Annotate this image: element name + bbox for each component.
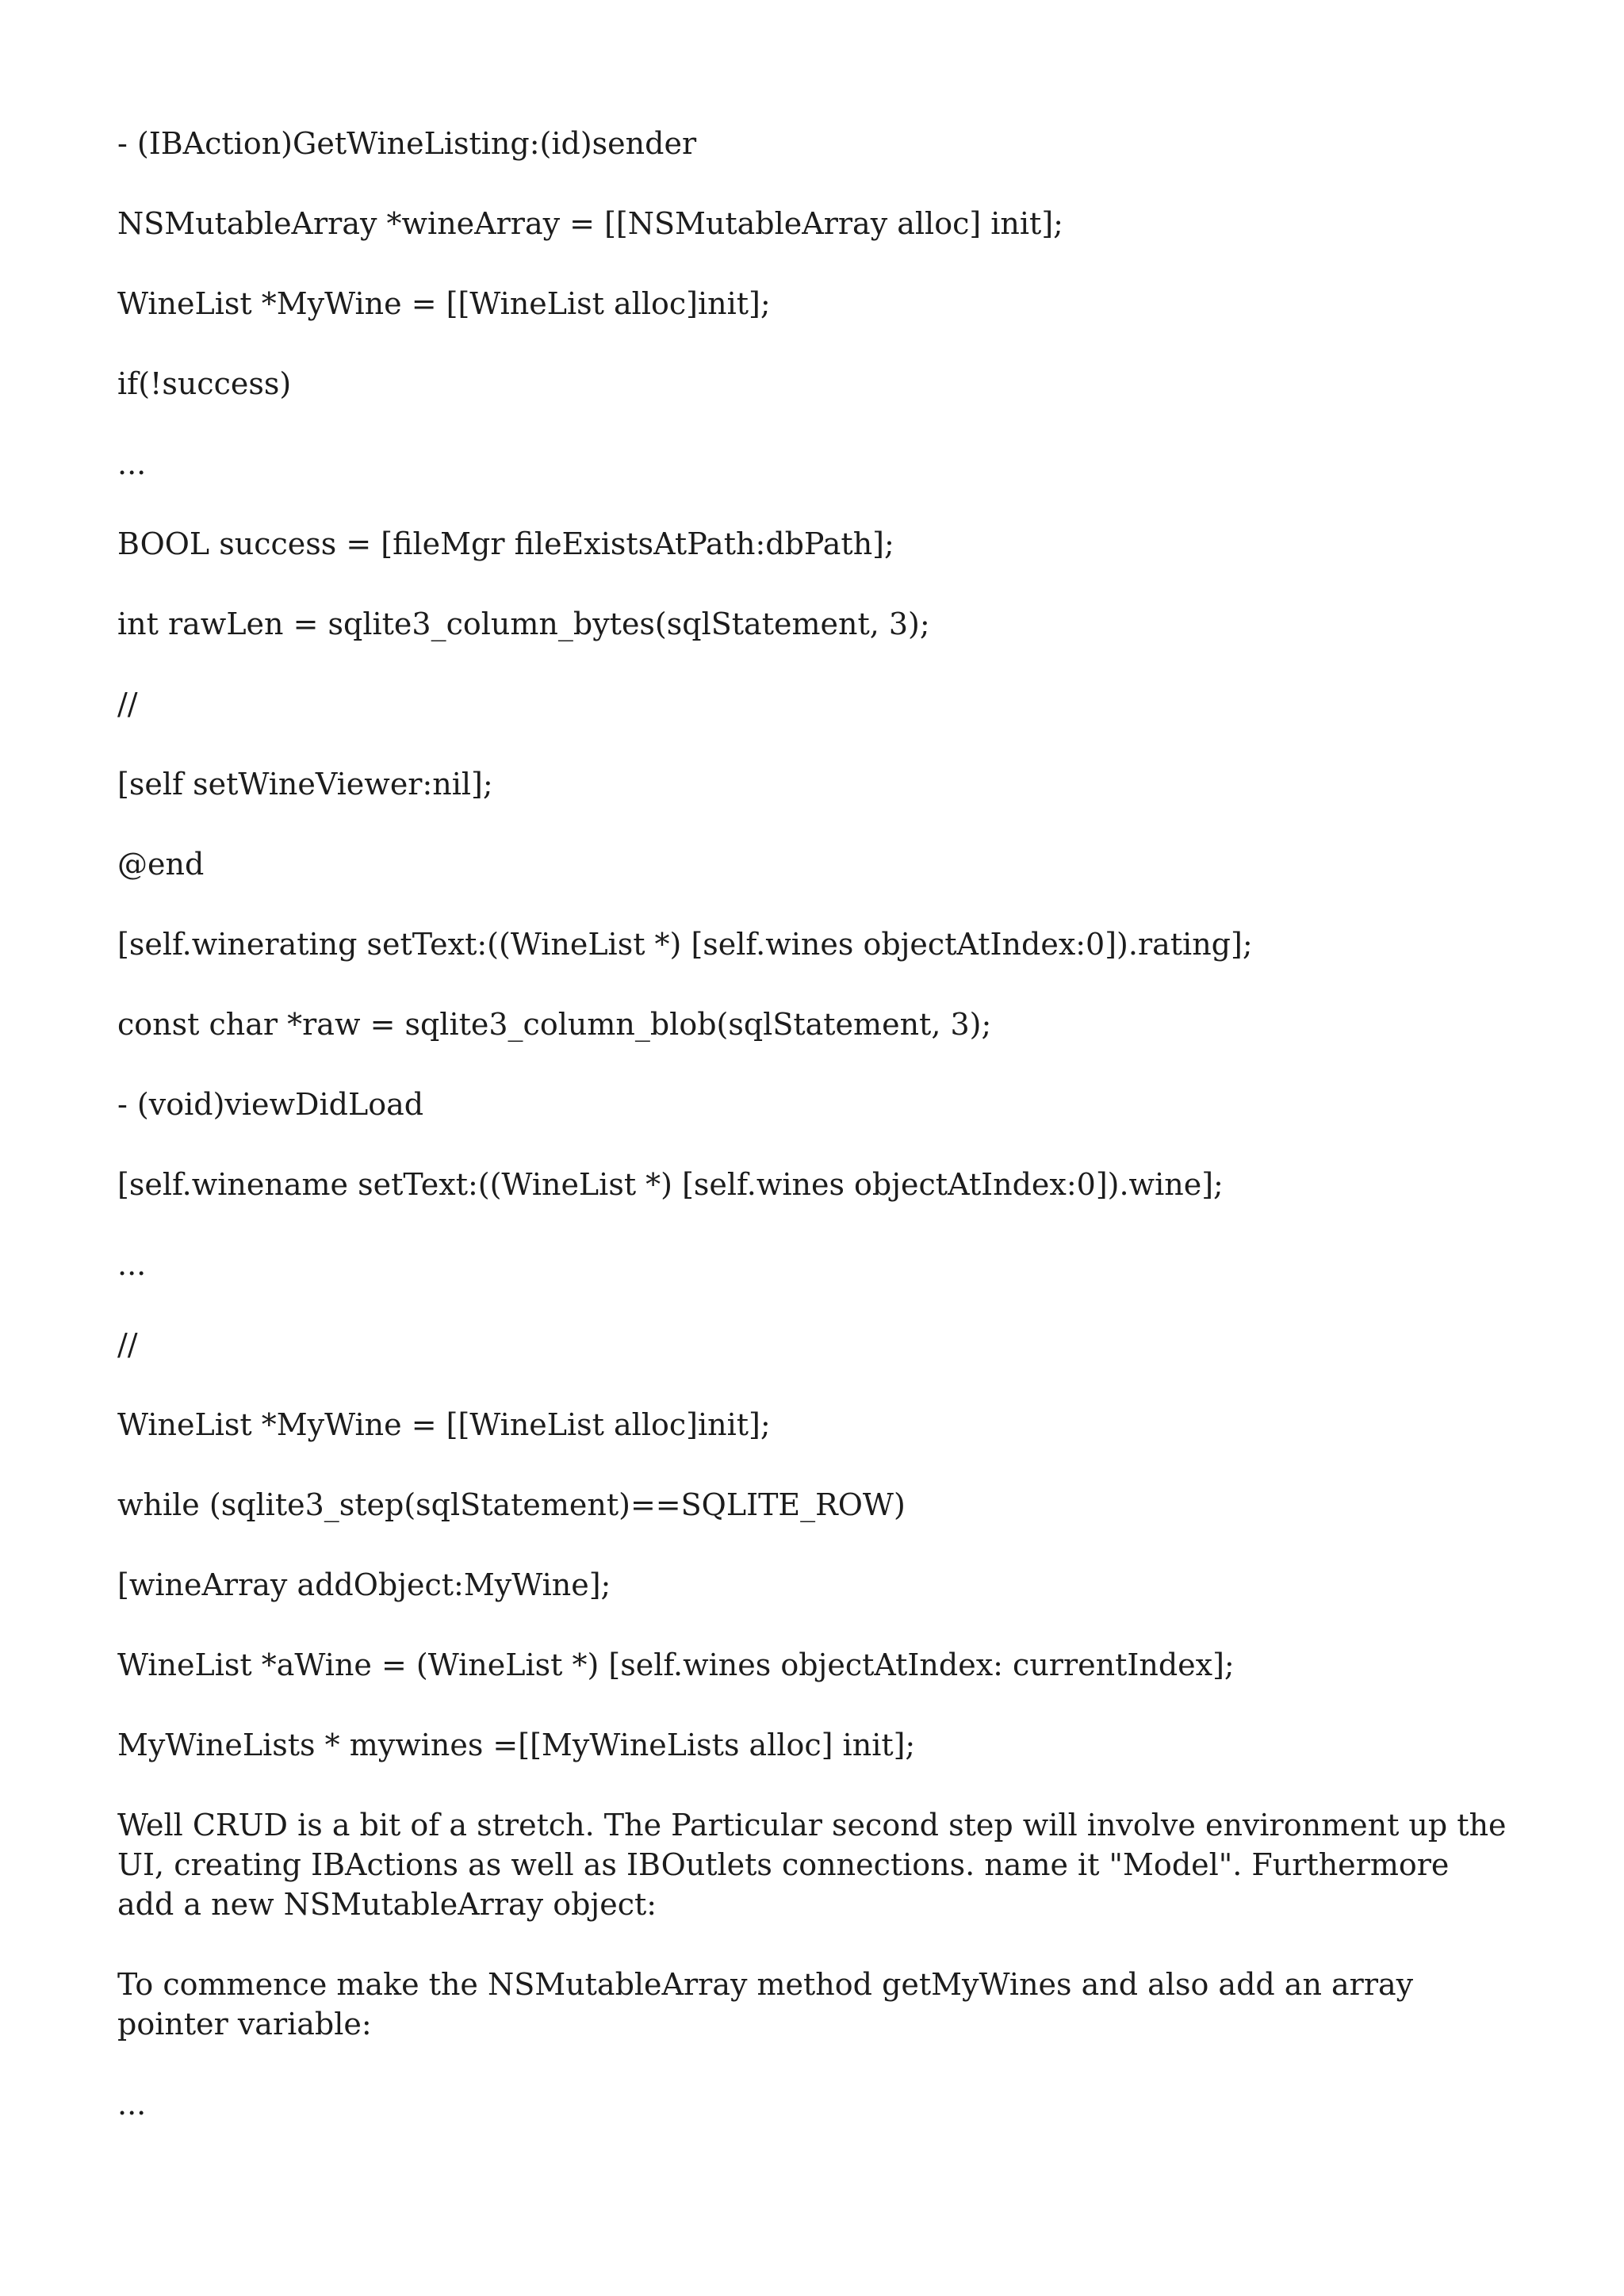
code-line-raw-blob: const char *raw = sqlite3_column_blob(sqlStatement, 3); [117, 1007, 992, 1042]
code-line-while-step: while (sqlite3_step(sqlStatement)==SQLITE_ROW) [117, 1487, 906, 1522]
prose-paragraph-crud: Well CRUD is a bit of a stretch. The Particular second step will involve environment up the UI, creating IBActions as well as IBOutlets connections. name it "Model". Furthermore add a new NSMutableArray object: [117, 1808, 1507, 1922]
code-line-winerating: [self.winerating setText:((WineList *) [self.wines objectAtIndex:0]).rating]; [117, 927, 1253, 962]
ellipsis-line: ... [117, 1247, 147, 1282]
ellipsis-line: ... [117, 2087, 147, 2122]
code-line-rawlen: int rawLen = sqlite3_column_bytes(sqlStatement, 3); [117, 607, 930, 641]
code-line-bool-success: BOOL success = [fileMgr fileExistsAtPath:dbPath]; [117, 526, 894, 561]
code-line-winename: [self.winename setText:((WineList *) [self.wines objectAtIndex:0]).wine]; [117, 1167, 1224, 1202]
comment-line: // [117, 687, 138, 721]
comment-line: // [117, 1327, 138, 1362]
code-line-end: @end [117, 847, 205, 882]
code-line-set-wine-viewer: [self setWineViewer:nil]; [117, 767, 493, 802]
code-line-wine-array: NSMutableArray *wineArray = [[NSMutableArray alloc] init]; [117, 206, 1063, 241]
code-line-mywines: MyWineLists * mywines =[[MyWineLists alloc] init]; [117, 1728, 916, 1762]
code-line-mywine-init: WineList *MyWine = [[WineList alloc]init]; [117, 1407, 771, 1442]
document-page [117, 124, 1513, 2124]
ellipsis-line: ... [117, 446, 147, 481]
code-line-mywine-init: WineList *MyWine = [[WineList alloc]init]; [117, 286, 771, 321]
code-line-awine: WineList *aWine = (WineList *) [self.wines objectAtIndex: currentIndex]; [117, 1647, 1235, 1682]
code-line-viewdidload: - (void)viewDidLoad [117, 1087, 424, 1122]
code-line-add-object: [wineArray addObject:MyWine]; [117, 1567, 611, 1602]
code-line-if-success: if(!success) [117, 366, 292, 401]
code-line-ibaction: - (IBAction)GetWineListing:(id)sender [117, 126, 697, 161]
prose-paragraph-commence: To commence make the NSMutableArray method getMyWines and also add an array pointer variable: [117, 1967, 1414, 2042]
